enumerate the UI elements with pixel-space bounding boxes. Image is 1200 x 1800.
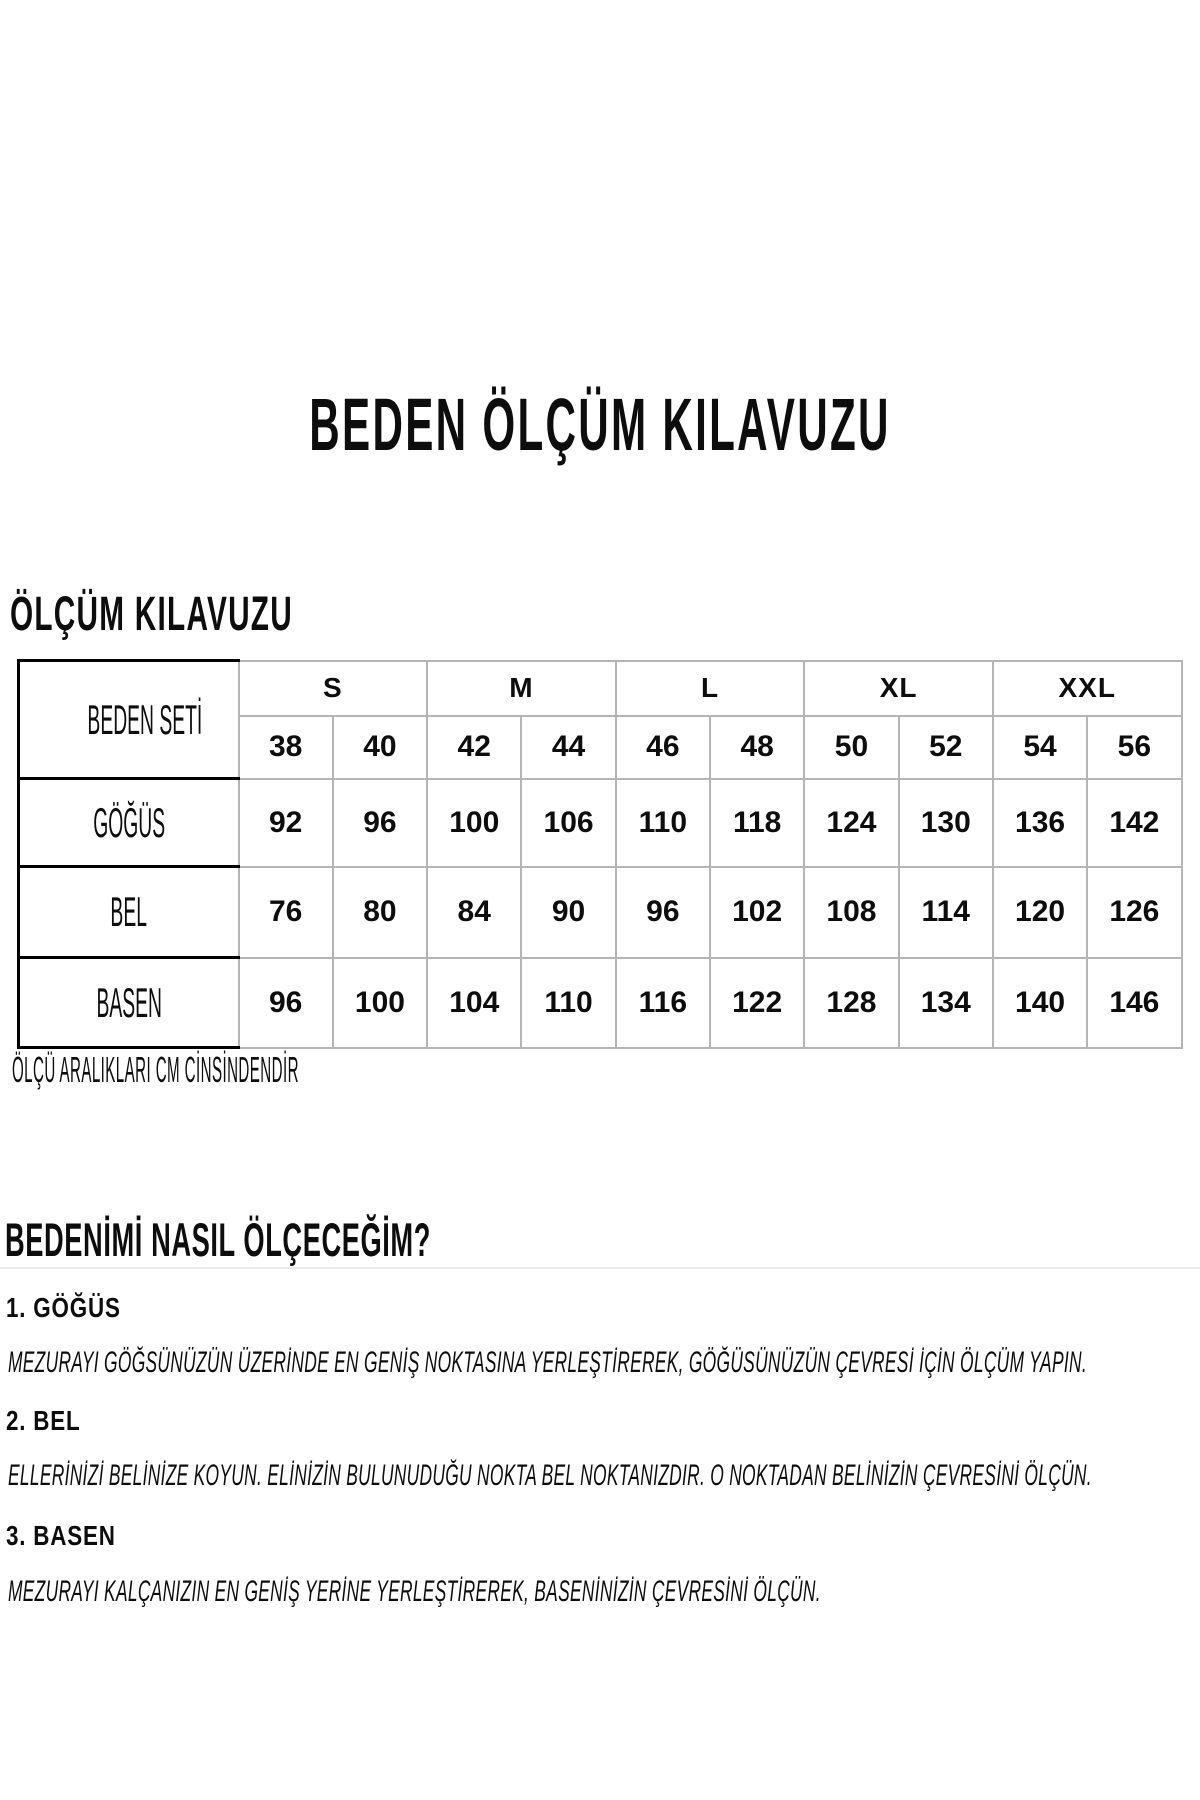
size-number-46: 46: [616, 716, 710, 779]
step-1-text: [8, 1348, 1200, 1378]
cell-BEL-44: 90: [521, 867, 615, 958]
table-header-label: BEDEN SETİ: [87, 695, 203, 743]
step-3-text: [8, 1577, 1200, 1607]
cell-BASEN-56: 146: [1087, 958, 1181, 1048]
size-number-48: 48: [710, 716, 804, 779]
size-number-42: 42: [427, 716, 521, 779]
size-number-38: 38: [239, 716, 333, 779]
step-2-text: [8, 1461, 1200, 1491]
cell-GÖĞÜS-56: 142: [1087, 779, 1181, 867]
size-group-XXL: XXL: [993, 661, 1182, 716]
measure-row-BASEN: [19, 958, 1182, 1048]
step-1-heading-text: 1. GÖĞÜS: [6, 1292, 121, 1323]
cell-BEL-38: 76: [239, 867, 333, 958]
cell-BASEN-52: 134: [899, 958, 993, 1048]
row-label-GÖĞÜS: GÖĞÜS: [92, 798, 165, 846]
cell-BEL-48: 102: [710, 867, 804, 958]
cell-BEL-52: 114: [899, 867, 993, 958]
size-number-44: 44: [521, 716, 615, 779]
cell-BASEN-44: 110: [521, 958, 615, 1048]
step-2-text-content: ELLERİNİZİ BELİNİZE KOYUN. ELİNİZİN BULUNUDUĞU NOKTA BEL NOKTANIZDIR. O NOKTADAN BELİNİZİN ÇEVRESİNİ ÖLÇÜN.: [8, 1459, 1092, 1492]
step-3-heading: [6, 1522, 143, 1550]
cell-BASEN-54: 140: [993, 958, 1087, 1048]
step-2-heading: [6, 1407, 99, 1435]
size-group-M: M: [427, 661, 616, 716]
table-header-label-cell: [19, 661, 239, 779]
step-3-heading-text: 3. BASEN: [6, 1520, 116, 1551]
row-label-BASEN: BASEN: [95, 978, 162, 1026]
row-label-BEL: BEL: [110, 888, 148, 935]
howto-divider: [0, 1267, 1200, 1269]
cell-BEL-46: 96: [616, 867, 710, 958]
row-label-cell-GÖĞÜS: [19, 779, 239, 867]
cell-GÖĞÜS-40: 96: [333, 779, 427, 867]
size-note-text: ÖLÇÜ ARALIKLARI CM CİNSİNDENDİR: [12, 1049, 299, 1090]
page-title-text: BEDEN ÖLÇÜM KILAVUZU: [309, 383, 891, 466]
size-group-S: S: [239, 661, 428, 716]
size-number-40: 40: [333, 716, 427, 779]
measure-row-GÖĞÜS: [19, 779, 1182, 867]
measure-row-BEL: [19, 867, 1182, 958]
cell-GÖĞÜS-42: 100: [427, 779, 521, 867]
cell-BEL-42: 84: [427, 867, 521, 958]
cell-GÖĞÜS-46: 110: [616, 779, 710, 867]
cell-BEL-56: 126: [1087, 867, 1181, 958]
cell-BASEN-40: 100: [333, 958, 427, 1048]
cell-GÖĞÜS-52: 130: [899, 779, 993, 867]
cell-GÖĞÜS-50: 124: [804, 779, 898, 867]
howto-title-text: BEDENİMİ NASIL ÖLÇECEĞİM?: [5, 1213, 431, 1266]
size-note: [12, 1049, 695, 1090]
cell-BASEN-38: 96: [239, 958, 333, 1048]
step-3-text-content: MEZURAYI KALÇANIZIN EN GENİŞ YERİNE YERLEŞTİREREK, BASENİNİZİN ÇEVRESİNİ ÖLÇÜN.: [8, 1575, 821, 1608]
cell-BEL-40: 80: [333, 867, 427, 958]
section-title: [10, 588, 466, 641]
size-number-56: 56: [1087, 716, 1181, 779]
cell-BASEN-42: 104: [427, 958, 521, 1048]
size-table-body: [19, 661, 1182, 1048]
size-number-50: 50: [804, 716, 898, 779]
step-1-heading: [6, 1294, 149, 1322]
cell-BEL-54: 120: [993, 867, 1087, 958]
size-group-XL: XL: [804, 661, 993, 716]
cell-GÖĞÜS-48: 118: [710, 779, 804, 867]
cell-BASEN-48: 122: [710, 958, 804, 1048]
size-number-52: 52: [899, 716, 993, 779]
size-number-54: 54: [993, 716, 1087, 779]
size-table-wrapper: [17, 659, 1183, 1049]
row-label-cell-BEL: [19, 867, 239, 958]
row-label-cell-BASEN: [19, 958, 239, 1048]
step-2-heading-text: 2. BEL: [6, 1405, 81, 1436]
size-group-L: L: [616, 661, 805, 716]
cell-GÖĞÜS-54: 136: [993, 779, 1087, 867]
section-title-text: ÖLÇÜM KILAVUZU: [10, 588, 293, 641]
cell-GÖĞÜS-44: 106: [521, 779, 615, 867]
size-table: [17, 659, 1183, 1049]
step-1-text-content: MEZURAYI GÖĞSÜNÜZÜN ÜZERİNDE EN GENİŞ NOKTASINA YERLEŞTİREREK, GÖĞÜSÜNÜZÜN ÇEVRESİ İÇİN ÖLÇÜM YAPIN.: [8, 1346, 1087, 1379]
cell-BASEN-46: 116: [616, 958, 710, 1048]
cell-GÖĞÜS-38: 92: [239, 779, 333, 867]
page-title: [0, 383, 1200, 466]
size-groups-row: [19, 661, 1182, 716]
cell-BASEN-50: 128: [804, 958, 898, 1048]
cell-BEL-50: 108: [804, 867, 898, 958]
howto-title: [5, 1214, 739, 1266]
